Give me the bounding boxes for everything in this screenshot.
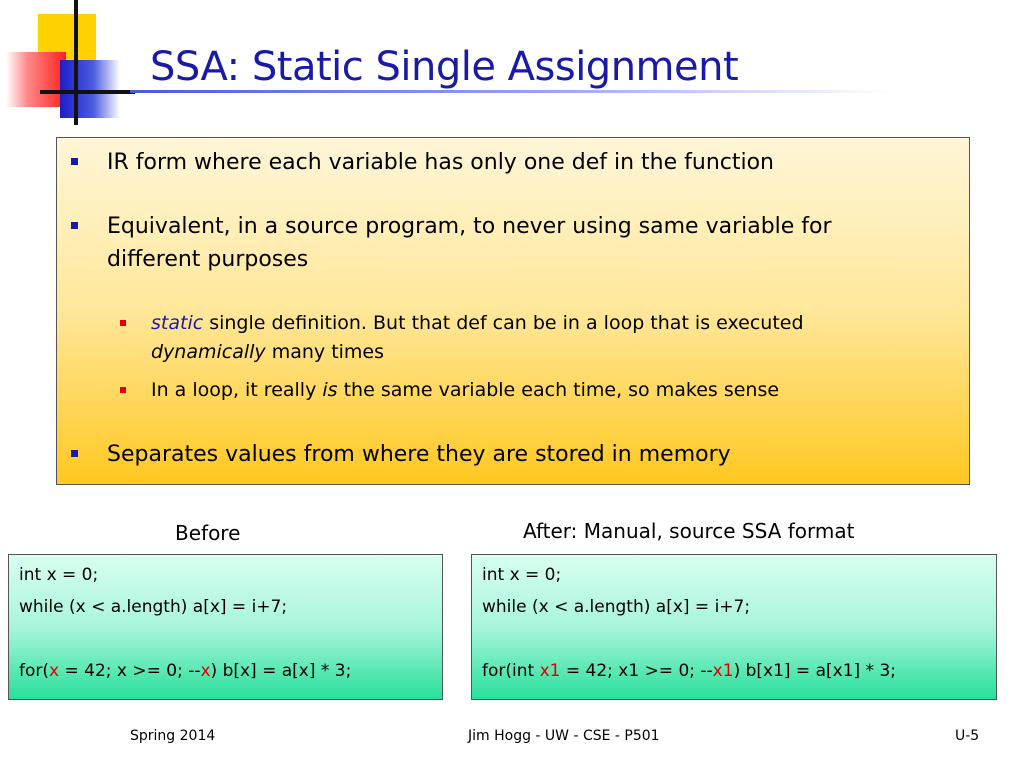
bullet-3-text: Separates values from where they are stored in memory xyxy=(107,442,731,467)
sub-bullet-marker xyxy=(120,387,126,393)
bullet-2 xyxy=(107,210,832,276)
sub-bullet-1-line-1 xyxy=(151,309,804,338)
static-emphasis: static xyxy=(151,312,204,334)
highlighted-variable: x1 xyxy=(712,661,734,681)
code-text: = 42; x >= 0; -- xyxy=(59,661,201,681)
bullet-1-text: IR form where each variable has only one def in the function xyxy=(107,150,775,175)
logo-horizontal-line xyxy=(40,90,135,94)
before-code-line-3 xyxy=(19,661,351,681)
sub-bullet-1-text-b: many times xyxy=(265,341,385,363)
after-code-line-2: while (x < a.length) a[x] = i+7; xyxy=(482,597,751,617)
title-underline xyxy=(130,90,890,93)
code-text: ) b[x1] = a[x1] * 3; xyxy=(733,661,896,681)
sub-bullet-marker xyxy=(120,320,126,326)
sub-bullet-1 xyxy=(151,309,804,367)
slide-logo xyxy=(0,0,140,125)
footer-page-number: U-5 xyxy=(955,728,980,744)
logo-blue-square xyxy=(60,60,120,118)
footer-left: Spring 2014 xyxy=(130,728,216,744)
dynamically-emphasis: dynamically xyxy=(151,341,266,363)
code-text: = 42; x1 >= 0; -- xyxy=(560,661,713,681)
bullet-marker xyxy=(71,158,78,165)
code-text: for( xyxy=(19,661,50,681)
bullet-2-line-2: different purposes xyxy=(107,247,309,272)
sub-bullet-2-text-a: In a loop, it really xyxy=(151,379,323,401)
main-content-box xyxy=(56,137,970,485)
bullet-marker xyxy=(71,450,78,457)
after-code-line-3 xyxy=(482,661,896,681)
before-code-line-2: while (x < a.length) a[x] = i+7; xyxy=(19,597,288,617)
logo-red-square xyxy=(6,52,66,107)
code-text: ) b[x] = a[x] * 3; xyxy=(210,661,352,681)
code-text: for(int xyxy=(482,661,540,681)
highlighted-variable: x xyxy=(200,661,211,681)
before-caption: Before xyxy=(175,521,241,545)
bullet-marker xyxy=(71,222,78,229)
after-code-box xyxy=(471,554,997,700)
sub-bullet-1-line-2 xyxy=(151,338,804,367)
after-code-line-1: int x = 0; xyxy=(482,565,562,585)
sub-bullet-1-text-a: single definition. But that def can be in a loop that is executed xyxy=(203,312,804,334)
highlighted-variable: x1 xyxy=(539,661,561,681)
footer-center: Jim Hogg - UW - CSE - P501 xyxy=(468,728,660,744)
before-code-line-1: int x = 0; xyxy=(19,565,99,585)
bullet-3 xyxy=(107,438,731,471)
bullet-1 xyxy=(107,146,774,179)
highlighted-variable: x xyxy=(49,661,60,681)
logo-vertical-line xyxy=(74,0,78,125)
slide-title: SSA: Static Single Assignment xyxy=(150,44,739,90)
sub-bullet-2 xyxy=(151,376,779,405)
before-code-box xyxy=(8,554,443,700)
bullet-2-line-1: Equivalent, in a source program, to never using same variable for xyxy=(107,214,832,239)
after-caption: After: Manual, source SSA format xyxy=(523,519,855,543)
sub-bullet-2-text-b: the same variable each time, so makes sense xyxy=(337,379,780,401)
is-emphasis: is xyxy=(322,379,338,401)
